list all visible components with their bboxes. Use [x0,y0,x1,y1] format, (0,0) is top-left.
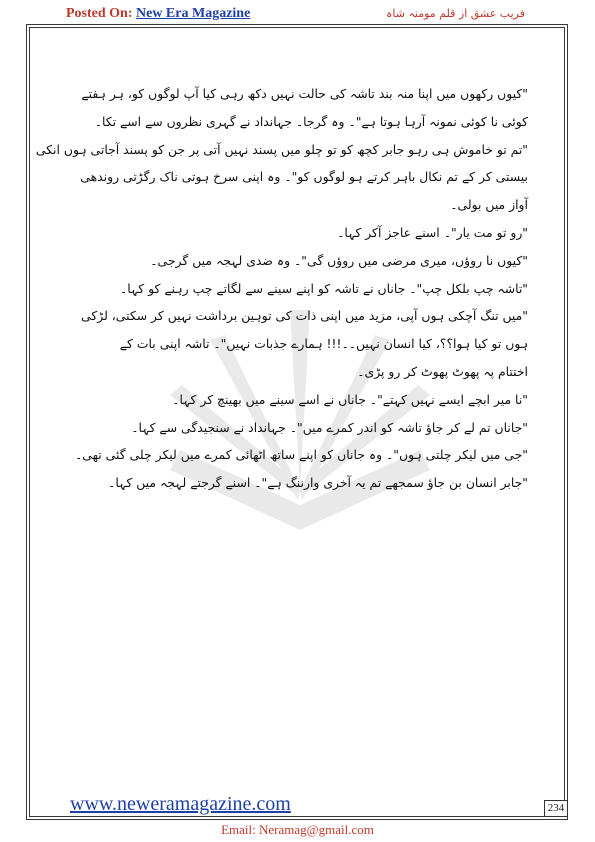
paragraph [88,275,528,303]
paragraph [81,302,528,385]
text-line: "تاشہ چپ بلکل چپ"۔ جاناں نے تاشہ کو اپنے سینے سے لگاتے چپ رہنے کو کہا۔ [120,280,528,296]
text-line: "نا میر ابچے ایسے نہیں کہتے"۔ جاناں نے اسے سینے میں بھینچ کر کہا۔ [172,391,528,407]
paragraph [88,247,528,275]
novel-credit: فریب عشق از قلم مومنہ شاہ [385,7,525,20]
contact-email: Email: Neramag@gmail.com [221,822,374,837]
text-line: "کیوں رکھوں میں اپنا منہ بند تاشہ کی حالت نہیں دکھ رہی کیا آپ لوگوں کو، ہر ہفتے [81,86,528,101]
paragraph [35,136,528,219]
text-line: "رو تو مت یار"۔ اسنے عاجز آکر کہا۔ [337,224,528,240]
text-line: "تم تو خاموش ہی رہو جابر کچھ کو تو چلو میں پسند نہیں آتی پر جن کو پسند آجاتی ہوں انکی [35,141,528,157]
posted-on-label: Posted On: [66,6,133,21]
posted-on-header [66,6,250,22]
paragraph [75,441,528,469]
text-line: اختتام پہ پھوٹ پھوٹ کر رو پڑی۔ [357,363,528,379]
paragraph [88,219,528,247]
paragraph [81,80,528,136]
magazine-link[interactable]: New Era Magazine [136,6,251,21]
text-line: ہوں تو کیا ہوا؟؟، کیا انسان نہیں۔۔!!! ہمارے جذبات نہیں"۔ تاشہ اپنی بات کے [119,336,528,352]
paragraph [88,414,528,442]
paragraph [88,469,528,497]
text-line: "جاناں تم لے کر جاؤ تاشہ کو اندر کمرے میں"۔ جہانداد نے سنجیدگی سے کہا۔ [131,419,528,435]
text-line: کوئی نا کوئی نمونہ آرہا ہوتا ہے"۔ وہ گرجا۔ جہانداد نے گہری نظروں سے اسے تکا۔ [94,113,528,129]
text-line: "کیوں نا روؤں، میری مرضی میں روؤں گی"۔ وہ ضدی لہجہ میں گرجی۔ [150,252,528,268]
website-link[interactable]: www.neweramagazine.com [70,793,291,815]
page-number: 234 [544,800,568,817]
text-line: "جابر انسان بن جاؤ سمجھے تم یہ آخری وارننگ ہے"۔ اسنے گرجتے لہجہ میں کہا۔ [108,475,528,491]
paragraph [88,386,528,414]
text-line: آواز میں بولی۔ [450,197,528,213]
text-line: بیستی کر کے تم نکال باہر کرتے ہو لوگوں کو"۔ وہ اپنی سرخ ہوتی ناک رگڑتی روندھی [80,169,528,185]
text-line: "جی میں لیکر چلتی ہوں"۔ وہ جاناں کو اپنے ساتھ اٹھائی کمرے میں لیکر چلی گئی تھی۔ [75,447,528,463]
text-line: "میں تنگ آچکی ہوں آپی، مزید میں اپنی ذات کی توہین برداشت نہیں کر سکتی، لڑکی [81,308,528,324]
story-text [35,80,528,497]
